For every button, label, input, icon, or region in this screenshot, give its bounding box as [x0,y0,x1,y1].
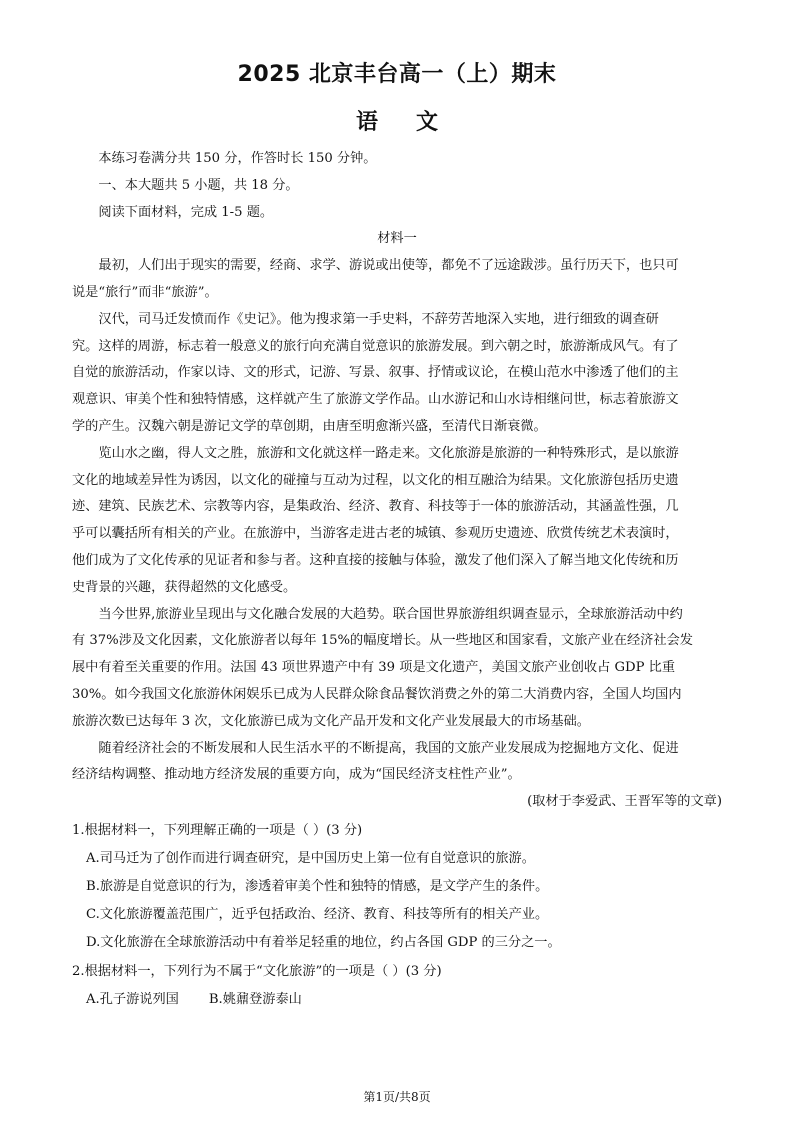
question-1-option-a: A.司马迁为了创作而进行调查研究，是中国历史上第一位有自觉意识的旅游。 [86,850,535,866]
material-line: 究。这样的周游，标志着一般意义的旅行向充满自觉意识的旅游发展。到六朝之时，旅游渐成风气。有了 [72,338,679,354]
exam-title: 2025 北京丰台高一（上）期末 [237,62,557,87]
question-2-option-a: A.孔子游说列国 [86,991,179,1007]
material-line: 有 37%涉及文化因素，文化旅游者以每年 15%的幅度增长。从一些地区和国家看，文旅产业在经济社会发 [72,633,693,649]
material-line: 览山水之幽，得人文之胜，旅游和文化就这样一路走来。文化旅游是旅游的一种特殊形式，是以旅游 [98,445,679,461]
material-line: 史背景的兴趣，获得超然的文化感受。 [72,579,297,595]
material-line: 当今世界,旅游业呈现出与文化融合发展的大趋势。联合国世界旅游组织调查显示，全球旅游活动中约 [98,606,683,622]
material-line: 自觉的旅游活动，作家以诗、文的形式，记游、写景、叙事、抒情或议论，在模山范水中渗透了他们的主 [72,365,679,381]
material-line: 随着经济社会的不断发展和人民生活水平的不断提高，我国的文旅产业发展成为挖掘地方文化、促进 [98,740,679,756]
material-source: (取材于李爱武、王晋军等的文章) [527,794,722,810]
subject-title: 语文 [355,110,476,135]
material-line: 汉代，司马迁发愤而作《史记》。他为搜求第一手史料，不辞劳苦地深入实地，进行细致的调查研 [98,311,659,327]
material-line: 迹、建筑、民族艺术、宗教等内容，是集政治、经济、教育、科技等于一体的旅游活动，其涵盖性强，几 [72,499,679,515]
question-2-stem: 2.根据材料一，下列行为不属于“文化旅游”的一项是（ ）(3 分) [72,963,442,979]
material-heading: 材料一 [377,231,417,247]
question-1-option-c: C.文化旅游覆盖范围广，近乎包括政治、经济、教育、科技等所有的相关产业。 [86,906,549,922]
material-line: 经济结构调整、推动地方经济发展的重要方向，成为“国民经济支柱性产业”。 [72,767,521,783]
section-heading: 一、本大题共 5 小题，共 18 分。 [98,177,299,193]
question-1-stem: 1.根据材料一，下列理解正确的一项是（ ）(3 分) [72,822,363,838]
exam-instructions: 本练习卷满分共 150 分，作答时长 150 分钟。 [98,151,377,166]
material-line: 展中有着至关重要的作用。法国 43 项世界遗产中有 39 项是文化遗产，美国文旅产业创收占 GDP 比重 [72,660,676,676]
material-line: 他们成为了文化传承的见证者和参与者。这种直接的接触与体验，激发了他们深入了解当地文化传统和历 [72,552,679,568]
question-2-options [86,986,722,1014]
material-line: 学的产生。汉魏六朝是游记文学的草创期，由唐至明愈渐兴盛，至清代日渐衰微。 [72,418,547,434]
question-1-option-b: B.旅游是自觉意识的行为，渗透着审美个性和独特的情感，是文学产生的条件。 [86,878,549,894]
material-line: 说是“旅行”而非“旅游”。 [72,284,218,300]
material-line: 最初，人们出于现实的需要，经商、求学、游说或出使等，都免不了远途跋涉。虽行历天下，也只可 [98,258,679,274]
question-1-option-d: D.文化旅游在全球旅游活动中有着举足轻重的地位，约占各国 GDP 的三分之一。 [86,934,561,950]
material-line: 观意识、审美个性和独特情感，这样就产生了旅游文学作品。山水游记和山水诗相继问世，标志着旅游文 [72,392,679,408]
material-line: 乎可以囊括所有相关的产业。在旅游中，当游客走进古老的城镇、参观历史遗迹、欣赏传统艺术表演时， [72,526,679,542]
question-2-option-b: B.姚鼐登游泰山 [208,991,302,1007]
material-line: 文化的地域差异性为诱因，以文化的碰撞与互动为过程，以文化的相互融洽为结果。文化旅游包括历史遗 [72,472,679,488]
reading-instruction: 阅读下面材料，完成 1-5 题。 [98,204,274,220]
material-line: 旅游次数已达每年 3 次，文化旅游已成为文化产品开发和文化产业发展最大的市场基础。 [72,713,590,729]
page-number: 第1页/共8页 [363,1090,431,1104]
material-line: 30%。如今我国文化旅游休闲娱乐已成为人民群众除食品餐饮消费之外的第二大消费内容，全国人均国内 [72,686,682,702]
